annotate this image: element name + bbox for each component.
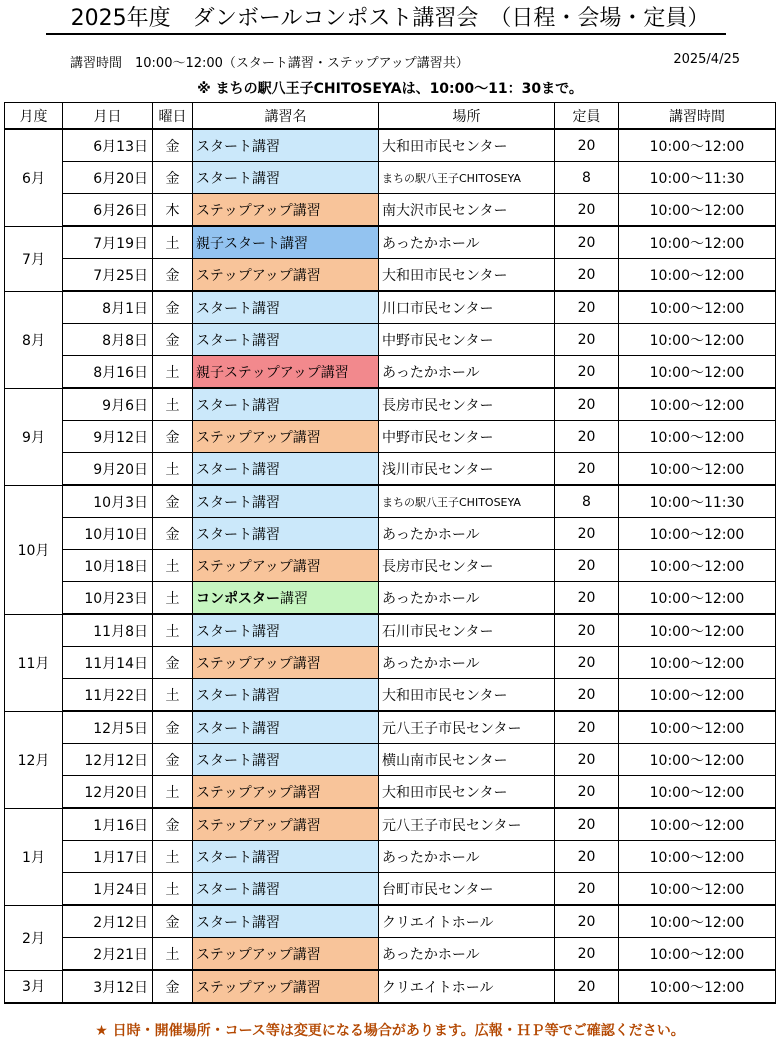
lecture-name-cell — [193, 841, 379, 873]
schedule-row — [5, 970, 776, 1003]
schedule-row — [5, 259, 776, 292]
place-cell: 川口市民センター — [379, 291, 555, 324]
lecture-name-text: スタート講習 — [196, 720, 280, 737]
lecture-name-text: スタート講習 — [196, 752, 280, 769]
schedule-row — [5, 679, 776, 712]
date-cell: 6月13日 — [63, 129, 153, 162]
lecture-name-text: ステップアップ講習 — [196, 784, 321, 801]
place-cell: 大和田市民センター — [379, 679, 555, 712]
lecture-name-cell — [193, 808, 379, 841]
place-cell: 浅川市民センター — [379, 453, 555, 486]
time-cell: 10:00～12:00 — [619, 291, 776, 324]
lecture-name-text: 講習 — [280, 590, 308, 607]
page-title: 2025年度 ダンボールコンポスト講習会 （日程・会場・定員） — [70, 6, 710, 31]
lecture-name-text: スタート講習 — [196, 332, 280, 349]
capacity-cell: 20 — [555, 808, 619, 841]
time-cell: 10:00～12:00 — [619, 873, 776, 906]
time-cell: 10:00～12:00 — [619, 550, 776, 582]
capacity-cell: 20 — [555, 388, 619, 421]
lecture-name-text: ステップアップ講習 — [196, 202, 321, 219]
time-cell: 10:00～11:30 — [619, 162, 776, 194]
capacity-cell: 20 — [555, 226, 619, 259]
lecture-name-text: ステップアップ講習 — [196, 979, 321, 996]
place-cell: あったかホール — [379, 841, 555, 873]
weekday-cell: 金 — [153, 970, 193, 1003]
place-cell: 長房市民センター — [379, 388, 555, 421]
time-cell: 10:00～12:00 — [619, 324, 776, 356]
month-cell: 3月 — [5, 970, 63, 1003]
schedule-row — [5, 356, 776, 389]
weekday-cell: 土 — [153, 776, 193, 809]
lecture-name-text: ステップアップ講習 — [196, 267, 321, 284]
schedule-row — [5, 162, 776, 194]
place-cell: まちの駅八王子CHITOSEYA — [379, 162, 555, 194]
lecture-name-cell — [193, 453, 379, 486]
date-cell: 8月1日 — [63, 291, 153, 324]
lecture-name-cell — [193, 744, 379, 776]
lecture-name-cell — [193, 129, 379, 162]
header-weekday: 曜日 — [153, 103, 193, 130]
lecture-name-cell — [193, 970, 379, 1003]
weekday-cell: 土 — [153, 841, 193, 873]
lecture-name-text: ステップアップ講習 — [196, 946, 321, 963]
place-cell: あったかホール — [379, 226, 555, 259]
schedule-row — [5, 711, 776, 744]
weekday-cell: 木 — [153, 194, 193, 227]
schedule-row — [5, 421, 776, 453]
lecture-name-cell — [193, 776, 379, 809]
date-cell: 7月25日 — [63, 259, 153, 292]
lecture-name-text: スタート講習 — [196, 849, 280, 866]
place-cell: クリエイトホール — [379, 970, 555, 1003]
weekday-cell: 金 — [153, 324, 193, 356]
schedule-row — [5, 614, 776, 647]
lecture-name-cell — [193, 194, 379, 227]
lecture-name-cell — [193, 614, 379, 647]
lecture-name-text: ステップアップ講習 — [196, 429, 321, 446]
place-cell: 長房市民センター — [379, 550, 555, 582]
capacity-cell: 20 — [555, 421, 619, 453]
schedule-row — [5, 582, 776, 615]
schedule-row — [5, 841, 776, 873]
lecture-name-text: スタート講習 — [196, 461, 280, 478]
capacity-cell: 20 — [555, 453, 619, 486]
date-cell: 11月22日 — [63, 679, 153, 712]
date-cell: 8月16日 — [63, 356, 153, 389]
schedule-body — [5, 129, 776, 1003]
schedule-row — [5, 194, 776, 227]
weekday-cell: 金 — [153, 162, 193, 194]
lecture-name-text: スタート講習 — [196, 300, 280, 317]
capacity-cell: 8 — [555, 485, 619, 518]
schedule-row — [5, 550, 776, 582]
lecture-name-cell — [193, 291, 379, 324]
date-cell: 8月8日 — [63, 324, 153, 356]
date-cell: 10月18日 — [63, 550, 153, 582]
time-cell: 10:00～12:00 — [619, 356, 776, 389]
month-cell: 6月 — [5, 129, 63, 226]
lecture-name-text: スタート講習 — [196, 623, 280, 640]
schedule-row — [5, 744, 776, 776]
lecture-name-cell — [193, 550, 379, 582]
date-cell: 2月21日 — [63, 938, 153, 971]
month-cell: 12月 — [5, 711, 63, 808]
lecture-name-text: スタート講習 — [196, 914, 280, 931]
time-cell: 10:00～12:00 — [619, 711, 776, 744]
weekday-cell: 土 — [153, 388, 193, 421]
month-cell: 7月 — [5, 226, 63, 291]
weekday-cell: 金 — [153, 905, 193, 938]
time-cell: 10:00～12:00 — [619, 905, 776, 938]
place-cell: あったかホール — [379, 647, 555, 679]
capacity-cell: 8 — [555, 162, 619, 194]
capacity-cell: 20 — [555, 550, 619, 582]
month-cell: 8月 — [5, 291, 63, 388]
time-cell: 10:00～12:00 — [619, 582, 776, 615]
date-cell: 3月12日 — [63, 970, 153, 1003]
place-cell: あったかホール — [379, 582, 555, 615]
place-cell: 元八王子市民センター — [379, 711, 555, 744]
time-cell: 10:00～12:00 — [619, 518, 776, 550]
schedule-row — [5, 905, 776, 938]
date-cell: 9月12日 — [63, 421, 153, 453]
capacity-cell: 20 — [555, 518, 619, 550]
place-cell: 大和田市民センター — [379, 129, 555, 162]
lecture-name-cell — [193, 356, 379, 389]
lecture-name-cell — [193, 873, 379, 906]
capacity-cell: 20 — [555, 129, 619, 162]
lecture-name-text: スタート講習 — [196, 397, 280, 414]
capacity-cell: 20 — [555, 291, 619, 324]
time-cell: 10:00～12:00 — [619, 226, 776, 259]
header-date: 月日 — [63, 103, 153, 130]
schedule-row — [5, 776, 776, 809]
month-cell: 10月 — [5, 485, 63, 614]
lecture-name-text: ステップアップ講習 — [196, 817, 321, 834]
date-cell: 10月23日 — [63, 582, 153, 615]
schedule-row — [5, 485, 776, 518]
lecture-name-cell — [193, 905, 379, 938]
date-cell: 10月3日 — [63, 485, 153, 518]
lecture-name-cell — [193, 647, 379, 679]
place-cell: 大和田市民センター — [379, 776, 555, 809]
place-cell: 中野市民センター — [379, 324, 555, 356]
lecture-name-bold: コンポスター — [196, 590, 280, 607]
lecture-time-info: 講習時間 10:00～12:00（スタート講習・ステップアップ講習共） — [70, 56, 469, 71]
weekday-cell: 金 — [153, 647, 193, 679]
place-cell: 台町市民センター — [379, 873, 555, 906]
lecture-name-cell — [193, 711, 379, 744]
weekday-cell: 金 — [153, 808, 193, 841]
lecture-name-cell — [193, 226, 379, 259]
lecture-name-text: スタート講習 — [196, 526, 280, 543]
lecture-name-text: 親子ステップアップ講習 — [196, 364, 349, 381]
time-cell: 10:00～12:00 — [619, 744, 776, 776]
place-cell: 横山南市民センター — [379, 744, 555, 776]
capacity-cell: 20 — [555, 614, 619, 647]
month-cell: 9月 — [5, 388, 63, 485]
lecture-name-cell — [193, 388, 379, 421]
place-cell: あったかホール — [379, 356, 555, 389]
capacity-cell: 20 — [555, 744, 619, 776]
schedule-row — [5, 291, 776, 324]
date-cell: 11月8日 — [63, 614, 153, 647]
time-cell: 10:00～12:00 — [619, 453, 776, 486]
date-cell: 12月5日 — [63, 711, 153, 744]
place-cell: クリエイトホール — [379, 905, 555, 938]
capacity-cell: 20 — [555, 194, 619, 227]
lecture-name-cell — [193, 162, 379, 194]
weekday-cell: 土 — [153, 679, 193, 712]
header-capacity: 定員 — [555, 103, 619, 130]
schedule-row — [5, 324, 776, 356]
capacity-cell: 20 — [555, 776, 619, 809]
place-cell: まちの駅八王子CHITOSEYA — [379, 485, 555, 518]
weekday-cell: 金 — [153, 711, 193, 744]
weekday-cell: 金 — [153, 421, 193, 453]
date-cell: 1月16日 — [63, 808, 153, 841]
header-place: 場所 — [379, 103, 555, 130]
lecture-name-cell — [193, 582, 379, 615]
lecture-name-text: スタート講習 — [196, 881, 280, 898]
lecture-name-cell — [193, 259, 379, 292]
lecture-name-text: スタート講習 — [196, 170, 280, 187]
lecture-name-text: ステップアップ講習 — [196, 558, 321, 575]
lecture-name-cell — [193, 324, 379, 356]
header-row — [5, 103, 776, 130]
schedule-row — [5, 226, 776, 259]
place-cell: あったかホール — [379, 518, 555, 550]
header-lecture-name: 講習名 — [193, 103, 379, 130]
date-cell: 12月20日 — [63, 776, 153, 809]
place-cell: 元八王子市民センター — [379, 808, 555, 841]
weekday-cell: 土 — [153, 356, 193, 389]
weekday-cell: 土 — [153, 453, 193, 486]
schedule-row — [5, 873, 776, 906]
document-date: 2025/4/25 — [673, 52, 740, 67]
chitoseya-note: ※ まちの駅八王子CHITOSEYAは、10:00～11：30まで。 — [197, 81, 583, 97]
time-cell: 10:00～12:00 — [619, 388, 776, 421]
date-cell: 1月17日 — [63, 841, 153, 873]
schedule-row — [5, 808, 776, 841]
weekday-cell: 土 — [153, 873, 193, 906]
date-cell: 6月20日 — [63, 162, 153, 194]
weekday-cell: 金 — [153, 485, 193, 518]
schedule-row — [5, 518, 776, 550]
capacity-cell: 20 — [555, 711, 619, 744]
schedule-row — [5, 938, 776, 971]
lecture-name-cell — [193, 938, 379, 971]
capacity-cell: 20 — [555, 647, 619, 679]
place-cell: あったかホール — [379, 938, 555, 971]
header-lecture-time: 講習時間 — [619, 103, 776, 130]
time-cell: 10:00～12:00 — [619, 970, 776, 1003]
time-cell: 10:00～12:00 — [619, 614, 776, 647]
month-cell: 2月 — [5, 905, 63, 970]
time-cell: 10:00～12:00 — [619, 938, 776, 971]
capacity-cell: 20 — [555, 905, 619, 938]
capacity-cell: 20 — [555, 970, 619, 1003]
lecture-name-text: スタート講習 — [196, 138, 280, 155]
weekday-cell: 土 — [153, 614, 193, 647]
lecture-name-cell — [193, 518, 379, 550]
schedule-row — [5, 129, 776, 162]
month-cell: 11月 — [5, 614, 63, 711]
capacity-cell: 20 — [555, 582, 619, 615]
weekday-cell: 土 — [153, 582, 193, 615]
time-cell: 10:00～12:00 — [619, 194, 776, 227]
capacity-cell: 20 — [555, 356, 619, 389]
time-cell: 10:00～12:00 — [619, 129, 776, 162]
header-month: 月度 — [5, 103, 63, 130]
title-underline — [46, 33, 726, 35]
place-cell: 中野市民センター — [379, 421, 555, 453]
date-cell: 9月20日 — [63, 453, 153, 486]
date-cell: 6月26日 — [63, 194, 153, 227]
weekday-cell: 金 — [153, 259, 193, 292]
lecture-name-cell — [193, 485, 379, 518]
weekday-cell: 金 — [153, 129, 193, 162]
date-cell: 9月6日 — [63, 388, 153, 421]
lecture-name-text: 親子スタート講習 — [196, 235, 308, 252]
capacity-cell: 20 — [555, 259, 619, 292]
capacity-cell: 20 — [555, 873, 619, 906]
time-cell: 10:00～12:00 — [619, 776, 776, 809]
date-cell: 7月19日 — [63, 226, 153, 259]
date-cell: 2月12日 — [63, 905, 153, 938]
time-cell: 10:00～12:00 — [619, 421, 776, 453]
month-cell: 1月 — [5, 808, 63, 905]
lecture-name-cell — [193, 421, 379, 453]
weekday-cell: 金 — [153, 744, 193, 776]
time-cell: 10:00～12:00 — [619, 841, 776, 873]
capacity-cell: 20 — [555, 938, 619, 971]
lecture-name-text: スタート講習 — [196, 687, 280, 704]
lecture-name-cell — [193, 679, 379, 712]
weekday-cell: 土 — [153, 550, 193, 582]
time-cell: 10:00～11:30 — [619, 485, 776, 518]
weekday-cell: 金 — [153, 518, 193, 550]
date-cell: 12月12日 — [63, 744, 153, 776]
time-cell: 10:00～12:00 — [619, 679, 776, 712]
weekday-cell: 土 — [153, 226, 193, 259]
schedule-row — [5, 388, 776, 421]
schedule-row — [5, 647, 776, 679]
capacity-cell: 20 — [555, 324, 619, 356]
capacity-cell: 20 — [555, 679, 619, 712]
time-cell: 10:00～12:00 — [619, 259, 776, 292]
schedule-table — [4, 102, 776, 1004]
time-cell: 10:00～12:00 — [619, 647, 776, 679]
time-cell: 10:00～12:00 — [619, 808, 776, 841]
date-cell: 10月10日 — [63, 518, 153, 550]
weekday-cell: 金 — [153, 291, 193, 324]
schedule-row — [5, 453, 776, 486]
date-cell: 1月24日 — [63, 873, 153, 906]
lecture-name-text: ステップアップ講習 — [196, 655, 321, 672]
place-cell: 大和田市民センター — [379, 259, 555, 292]
place-cell: 南大沢市民センター — [379, 194, 555, 227]
place-cell: 石川市民センター — [379, 614, 555, 647]
lecture-name-text: スタート講習 — [196, 494, 280, 511]
footer-notice: ★ 日時・開催場所・コース等は変更になる場合があります。広報・ＨＰ等でご確認ください。 — [95, 1023, 685, 1039]
date-cell: 11月14日 — [63, 647, 153, 679]
capacity-cell: 20 — [555, 841, 619, 873]
weekday-cell: 土 — [153, 938, 193, 971]
